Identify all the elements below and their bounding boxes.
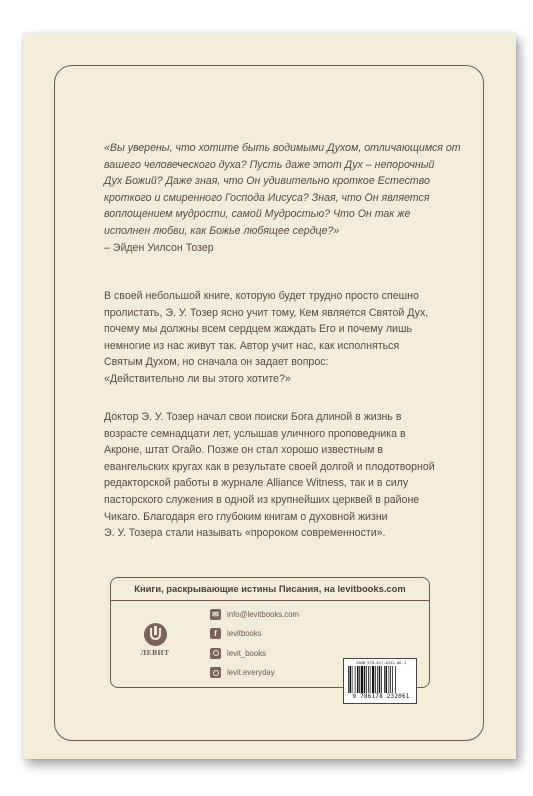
paragraph-line: евангельских кругах как в результате своей долгой и плодотворной — [104, 460, 435, 473]
barcode-stripe — [364, 666, 366, 693]
quote-line: Дух Божий? Даже зная, что Он удивительно кроткое Естество — [104, 175, 430, 188]
barcode-stripe — [370, 666, 371, 693]
levit-logo-icon — [144, 623, 167, 646]
instagram-icon — [210, 667, 221, 678]
barcode-bars — [348, 666, 414, 693]
paragraph-line: почему мы должны всем сердцем жаждать Его и почему лишь — [104, 323, 412, 336]
barcode-stripe — [355, 666, 356, 693]
contact-text: levit_books — [227, 648, 267, 658]
instagram-icon — [210, 648, 221, 659]
quote-line: вашего человеческого духа? Пусть даже этот Дух – непорочный — [104, 158, 435, 171]
publisher-logo — [135, 623, 175, 657]
publisher-info-box — [110, 577, 430, 700]
publisher-name: ЛЕВИТ — [140, 648, 170, 657]
contact-text: levitbooks — [227, 629, 262, 639]
barcode-stripe — [348, 666, 349, 693]
paragraph-line: пасторского служения в одной из крупнейших церквей в районе — [104, 493, 420, 506]
description-paragraph — [104, 288, 454, 388]
barcode-stripe — [368, 666, 369, 693]
barcode-stripe — [379, 666, 381, 693]
paragraph-line: Чикаго. Благодаря его глубоким книгам о духовной жизни — [104, 510, 388, 523]
barcode-stripe — [352, 666, 353, 693]
barcode-stripe — [381, 666, 382, 693]
quote-line: кроткого и смиренного Господа Иисуса? Зная, что Он является — [104, 191, 430, 204]
quote-line: «Вы уверены, что хотите быть водимыми Духом, отличающимся от — [104, 142, 461, 154]
isbn-barcode — [343, 658, 417, 704]
email-icon: ✉ — [210, 609, 221, 620]
author-bio-paragraph — [104, 409, 454, 542]
quote-line: исполнен любви, как Божье любящее сердце?» — [104, 224, 340, 237]
quote-line: воплощением мудрости, самой Мудростью? Что Он так же — [104, 208, 411, 221]
barcode-stripe — [350, 666, 352, 693]
barcode-stripe — [377, 666, 378, 693]
paragraph-line: возрасте семнадцати лет, услышав уличного проповедника в — [104, 427, 406, 440]
paragraph-line: Э. У. Тозера стали называть «пророком современности». — [104, 527, 386, 540]
barcode-stripe — [384, 666, 385, 693]
barcode-stripe — [375, 666, 376, 693]
paragraph-line: Святым Духом, но сначала он задает вопрос: — [104, 356, 329, 369]
paragraph-line: немногие из нас живут так. Автор учит нас, как исполняться — [104, 339, 400, 352]
epigraph-quote — [104, 140, 461, 256]
barcode-stripe — [366, 666, 367, 693]
barcode-stripe — [390, 666, 391, 693]
paragraph-line: редакторской работы в журнале Alliance Witness, так и в силу — [104, 477, 409, 490]
barcode-stripe — [361, 666, 363, 693]
isbn-text: ISBN 978-617-8232-06-1 — [355, 660, 407, 665]
barcode-stripe — [392, 666, 393, 693]
publisher-tagline: Книги, раскрывающие истины Писания, на levitbooks.com — [111, 578, 429, 601]
paragraph-line: «Действительно ли вы этого хотите?» — [104, 372, 291, 385]
paragraph-line: В своей небольшой книге, которую будет трудно просто спешно — [104, 290, 419, 302]
contact-text: info@levitbooks.com — [227, 610, 300, 619]
barcode-stripe — [357, 666, 359, 693]
book-back-cover — [23, 33, 516, 759]
barcode-stripe — [372, 666, 374, 693]
quote-author: – Эйден Уилсон Тозер — [104, 241, 214, 254]
barcode-stripe — [395, 666, 396, 693]
barcode-stripe — [359, 666, 360, 693]
barcode-number: 9 786178 232061 — [352, 693, 410, 700]
facebook-icon: f — [210, 628, 221, 639]
barcode-stripe — [386, 666, 388, 693]
paragraph-line: пролистать, Э. У. Тозер ясно учит тому, Кем является Святой Дух, — [104, 306, 429, 319]
paragraph-line: Доктор Э. У. Тозер начал свои поиски Бога длиной в жизнь в — [104, 411, 402, 423]
barcode-stripe — [389, 666, 390, 693]
contact-text: levit.everyday — [227, 668, 275, 678]
paragraph-line: Акроне, штат Огайо. Позже он стал хорошо известным в — [104, 444, 383, 457]
